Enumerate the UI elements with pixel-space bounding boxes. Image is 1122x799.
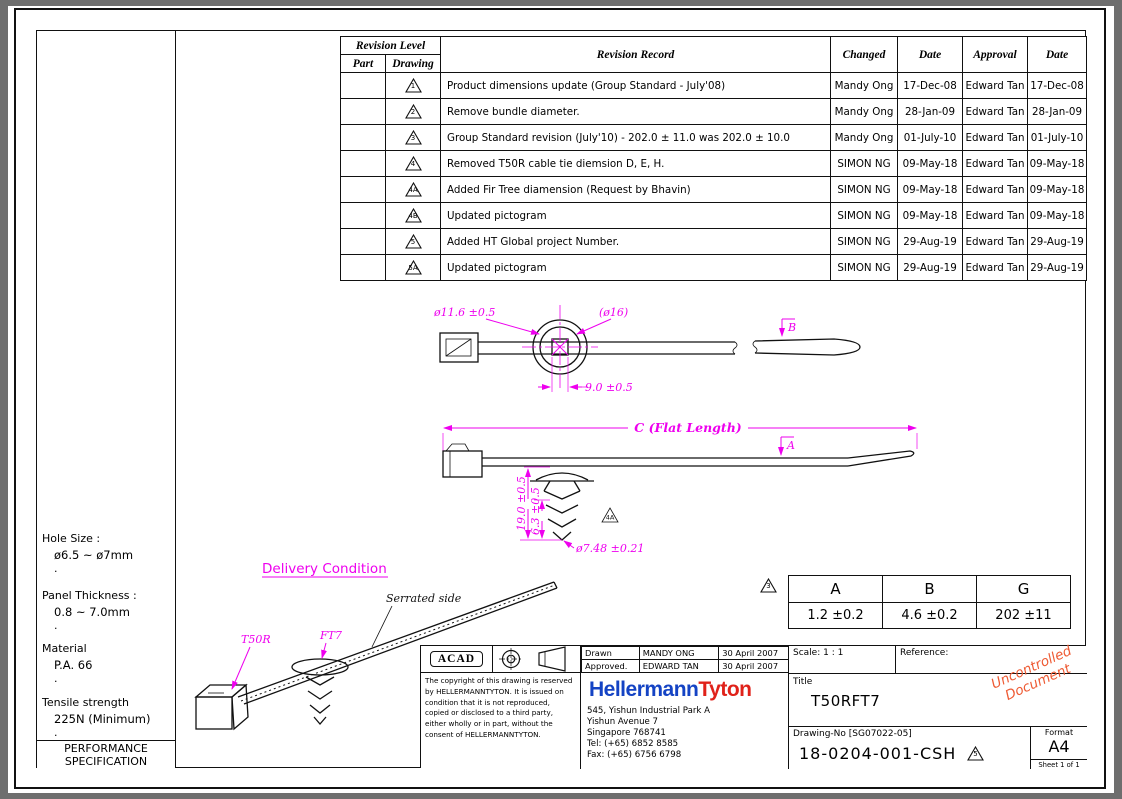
dim-dia-7-48: ø7.48 ±0.21	[576, 542, 645, 555]
format-value: A4	[1048, 737, 1070, 756]
signature-table	[581, 646, 789, 673]
table-row	[341, 229, 1087, 255]
title-block	[420, 642, 1086, 769]
revision-marker-icon	[405, 130, 422, 145]
company-address	[587, 706, 710, 761]
material-value: P.A. 66	[54, 658, 93, 672]
revision-date: 28-Jan-09	[898, 99, 963, 125]
performance-line1: PERFORMANCE	[64, 742, 148, 755]
revision-record: Updated pictogram	[441, 255, 831, 281]
revision-changed: SIMON NG	[831, 151, 898, 177]
table-row	[789, 603, 1071, 629]
revision-approval-date: 17-Dec-08	[1028, 73, 1087, 99]
dim-b-label: B	[788, 321, 797, 334]
revision-date: 09-May-18	[898, 203, 963, 229]
revision-approval: Edward Tan	[963, 125, 1028, 151]
revision-marker-number: 4	[410, 160, 416, 168]
abg-marker-number: 3	[766, 582, 771, 590]
tensile-strength-label: Tensile strength	[42, 696, 130, 709]
revision-approval: Edward Tan	[963, 99, 1028, 125]
revision-changed: SIMON NG	[831, 177, 898, 203]
address-line: Singapore 768741	[587, 728, 666, 738]
revision-approval-date: 29-Aug-19	[1028, 229, 1087, 255]
format-divider	[1031, 759, 1087, 760]
spec-dot: .	[54, 726, 58, 739]
dim-19-0: 19.0 ±0.5	[515, 476, 528, 531]
spec-material	[37, 638, 175, 685]
revision-approval-date: 09-May-18	[1028, 177, 1087, 203]
format-cell	[1031, 726, 1087, 769]
label-serrated-side: Serrated side	[386, 592, 462, 605]
dim-width-9: 9.0 ±0.5	[585, 381, 633, 394]
spec-dot: .	[54, 672, 58, 685]
drawn-name: MANDY ONG	[639, 647, 718, 660]
copyright-notice: The copyright of this drawing is reserved by HELLERMANNTYTON. It is issued on condition that it is not reproduced, copied or disclosed to a third party, either wholly or in part, without the consent of HELLERMANNTYTON.	[425, 676, 573, 739]
table-row	[582, 660, 789, 673]
revision-marker-number: 3	[410, 134, 416, 142]
revision-changed: SIMON NG	[831, 255, 898, 281]
revision-approval: Edward Tan	[963, 151, 1028, 177]
logo-tyton: Tyton	[698, 678, 752, 701]
approved-label: Approved.	[582, 660, 640, 673]
title-block-left	[421, 646, 581, 769]
revision-approval-date: 29-Aug-19	[1028, 255, 1087, 281]
dim-a-label: A	[787, 439, 795, 452]
cable-tie-top-view	[440, 305, 860, 391]
abg-value-b: 4.6 ±0.2	[883, 603, 977, 629]
spec-panel-thickness	[37, 585, 175, 632]
approved-date: 30 April 2007	[719, 660, 789, 673]
table-row	[582, 647, 789, 660]
delivery-condition-title: Delivery Condition	[262, 561, 387, 577]
table-row	[789, 576, 1071, 603]
revision-marker-icon	[405, 156, 422, 171]
address-line: 545, Yishun Industrial Park A	[587, 706, 710, 716]
address-line: Tel: (+65) 6852 8585	[587, 739, 679, 749]
side-view-marker: 4A	[605, 513, 615, 522]
drawing-header: Drawing	[386, 55, 441, 73]
abg-header-g: G	[977, 576, 1071, 603]
revision-level-header: Revision Level	[341, 37, 441, 55]
revision-approval-date: 28-Jan-09	[1028, 99, 1087, 125]
part-header: Part	[341, 55, 386, 73]
revision-marker-icon	[405, 78, 422, 93]
revision-record-header: Revision Record	[441, 37, 831, 73]
scale-cell: Scale: 1 : 1	[789, 646, 896, 674]
revision-marker-icon	[405, 104, 422, 119]
revision-date: 29-Aug-19	[898, 229, 963, 255]
panel-thickness-label: Panel Thickness :	[42, 589, 137, 602]
hellermanntyton-logo	[589, 678, 751, 702]
revision-date: 09-May-18	[898, 151, 963, 177]
revision-record: Added Fir Tree diamension (Request by Bhavin)	[441, 177, 831, 203]
drawn-date: 30 April 2007	[719, 647, 789, 660]
revision-approval: Edward Tan	[963, 229, 1028, 255]
approval-header: Approval	[963, 37, 1028, 73]
revision-date: 17-Dec-08	[898, 73, 963, 99]
third-angle-projection-icon	[495, 646, 579, 672]
abg-header-a: A	[789, 576, 883, 603]
spec-dot: .	[54, 562, 58, 575]
revision-marker-number: 5	[410, 238, 416, 246]
abg-dimension-table	[788, 575, 1071, 629]
revision-marker-number: 4A	[408, 186, 418, 194]
acad-row	[421, 646, 580, 673]
revision-record: Product dimensions update (Group Standard - July'08)	[441, 73, 831, 99]
title-block-middle	[581, 646, 789, 769]
dim-dia-11-6: ø11.6 ±0.5	[434, 306, 496, 319]
revision-marker-icon	[405, 260, 422, 275]
table-row	[341, 99, 1087, 125]
revision-marker-number: 2	[410, 108, 416, 116]
logo-hellermann: Hellermann	[589, 678, 699, 701]
spec-tensile-strength	[37, 692, 175, 739]
revision-approval: Edward Tan	[963, 73, 1028, 99]
revision-approval-date: 01-July-10	[1028, 125, 1087, 151]
abg-header-b: B	[883, 576, 977, 603]
drawn-label: Drawn	[582, 647, 640, 660]
revision-marker-number: 5A	[408, 264, 418, 272]
acad-logo: ACAD	[430, 651, 483, 667]
spec-hole-size	[37, 528, 175, 575]
performance-line2: SPECIFICATION	[64, 755, 148, 769]
drawing-number-label: Drawing-No [SG07022-05]	[793, 729, 912, 739]
revision-approval: Edward Tan	[963, 203, 1028, 229]
revision-marker-number: 1	[410, 82, 416, 90]
changed-header: Changed	[831, 37, 898, 73]
label-t50r: T50R	[241, 633, 271, 646]
panel-thickness-value: 0.8 ~ 7.0mm	[54, 605, 130, 619]
revision-date: 09-May-18	[898, 177, 963, 203]
performance-specification	[37, 742, 175, 768]
revision-approval-date: 09-May-18	[1028, 203, 1087, 229]
revision-record: Updated pictogram	[441, 203, 831, 229]
revision-record: Added HT Global project Number.	[441, 229, 831, 255]
revision-changed: Mandy Ong	[831, 73, 898, 99]
date-header: Date	[1028, 37, 1087, 73]
revision-approval-date: 09-May-18	[1028, 151, 1087, 177]
acad-cell	[421, 646, 493, 672]
revision-record: Group Standard revision (July'10) - 202.0 ± 11.0 was 202.0 ± 10.0	[441, 125, 831, 151]
table-row	[341, 73, 1087, 99]
revision-approval: Edward Tan	[963, 177, 1028, 203]
revision-approval: Edward Tan	[963, 255, 1028, 281]
label-ft7: FT7	[320, 629, 342, 642]
sheet-number: Sheet 1 of 1	[1038, 761, 1080, 769]
table-row	[341, 125, 1087, 151]
address-line: Yishun Avenue 7	[587, 717, 659, 727]
tensile-strength-value: 225N (Minimum)	[54, 712, 151, 726]
revision-marker-icon	[405, 234, 422, 249]
table-row	[341, 151, 1087, 177]
uncontrolled-document-stamp: Uncontrolled Document	[988, 642, 1075, 704]
table-row	[341, 255, 1087, 281]
material-label: Material	[42, 642, 87, 655]
approved-name: EDWARD TAN	[639, 660, 718, 673]
title-label: Title	[793, 677, 813, 687]
revision-marker-icon	[760, 578, 777, 593]
revision-date: 29-Aug-19	[898, 255, 963, 281]
revision-record: Removed T50R cable tie diemsion D, E, H.	[441, 151, 831, 177]
drawing-number: 18-0204-001-CSH	[799, 744, 957, 763]
revision-changed: Mandy Ong	[831, 99, 898, 125]
revision-marker-icon	[405, 182, 422, 197]
abg-value-g: 202 ±11	[977, 603, 1071, 629]
reference-cell: Reference:	[896, 646, 1087, 674]
revision-date: 01-July-10	[898, 125, 963, 151]
cable-tie-side-view	[443, 420, 917, 555]
revision-changed: Mandy Ong	[831, 125, 898, 151]
table-row	[341, 177, 1087, 203]
format-label: Format	[1044, 728, 1074, 737]
abg-value-a: 1.2 ±0.2	[789, 603, 883, 629]
top-view-dimensions	[433, 306, 796, 394]
dim-6-3: 6.3 ±0.5	[529, 487, 542, 535]
table-row	[341, 203, 1087, 229]
drawing-number-marker: 5	[973, 750, 978, 758]
revision-marker-number: 4B	[408, 212, 418, 220]
revision-marker-icon	[967, 746, 984, 761]
drawing-title: T50RFT7	[811, 692, 881, 710]
dim-flat-length: C (Flat Length)	[634, 420, 742, 435]
address-line: Fax: (+65) 6756 6798	[587, 750, 682, 760]
dim-dia-16: (ø16)	[599, 306, 629, 319]
drawing-number-cell	[789, 726, 1031, 769]
spec-dot: .	[54, 619, 58, 632]
revision-marker-icon	[405, 208, 422, 223]
date-header: Date	[898, 37, 963, 73]
revision-record: Remove bundle diameter.	[441, 99, 831, 125]
revision-table	[340, 36, 1087, 281]
title-block-right	[789, 642, 1087, 769]
revision-changed: SIMON NG	[831, 229, 898, 255]
hole-size-label: Hole Size :	[42, 532, 101, 545]
revision-changed: SIMON NG	[831, 203, 898, 229]
hole-size-value: ø6.5 ~ ø7mm	[54, 548, 134, 562]
